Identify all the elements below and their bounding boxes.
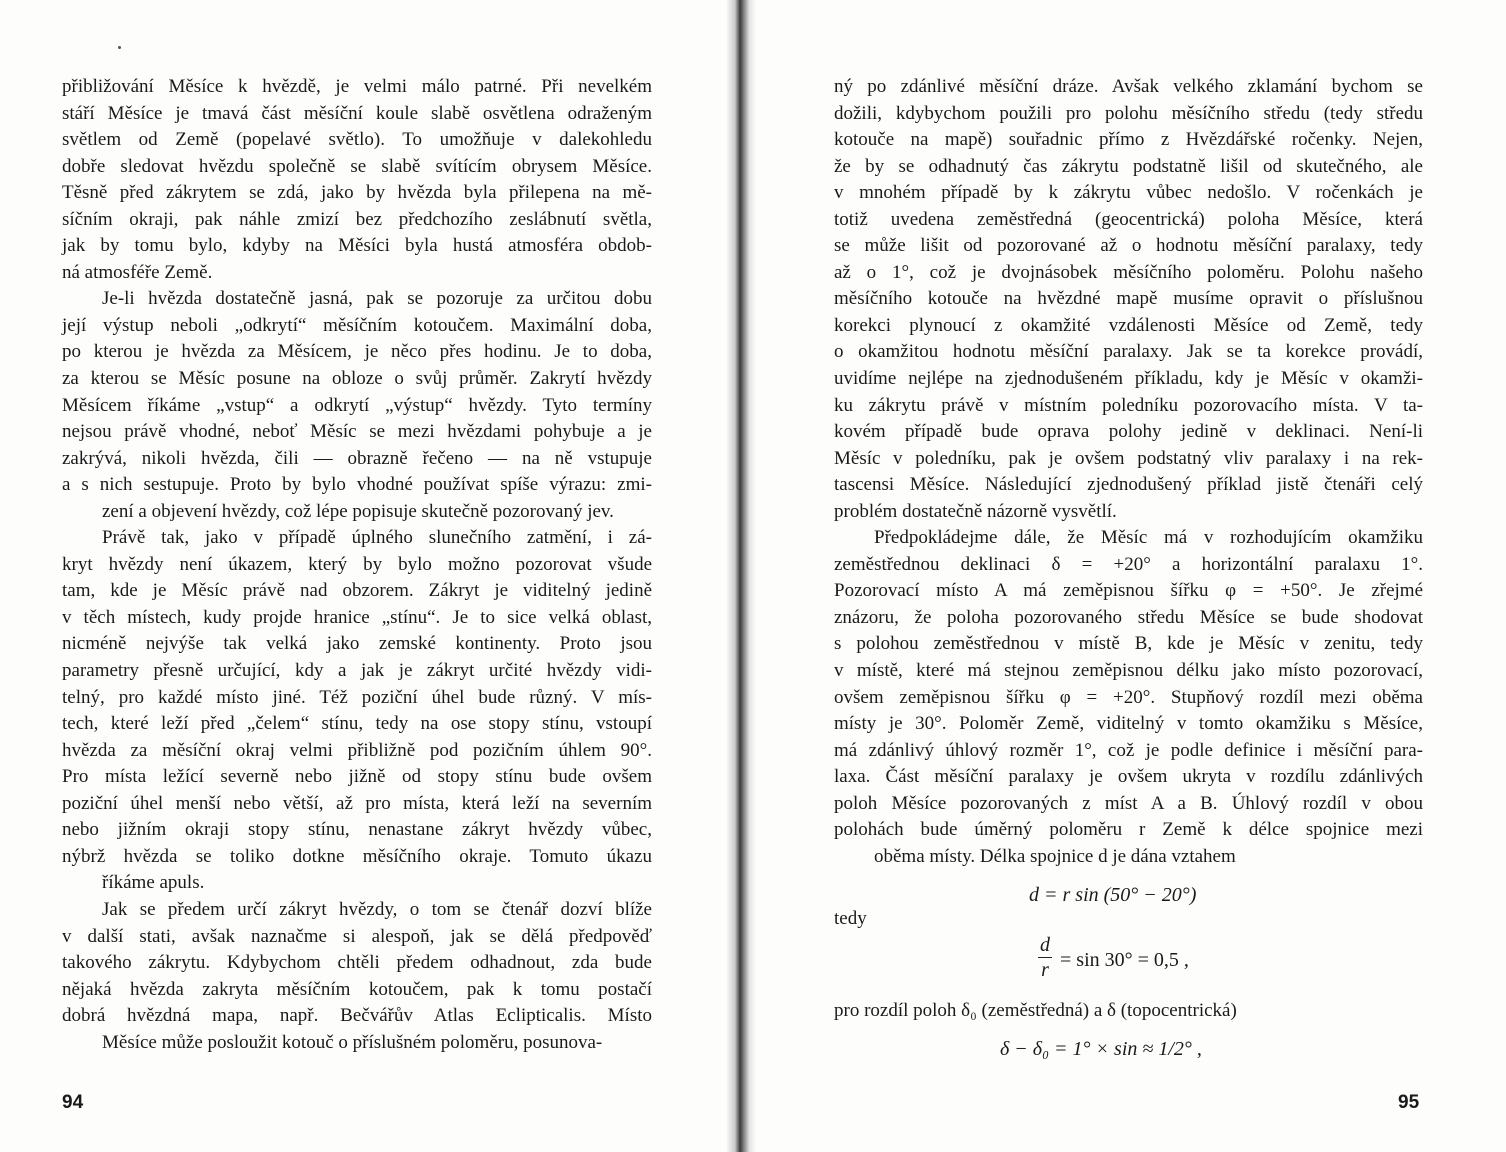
fraction-bar: [1038, 957, 1052, 958]
paragraph: Je-li hvězda dostatečně jasná, pak se pozoruje za určitou dobu její výstup neboli „odkrytí“ měsíčním kotoučem. Maximální doba, po kterou je hvězda za Měsícem, je něco přes hodinu. Je to doba, za kterou se Měsíc posune na obloze o svůj průměr. Zakrytí hvězdy Měsícem říkáme „vstup“ a odkrytí „výstup“ hvězdy. Tyto termíny nejsou právě vhodné, neboť Měsíc se mezi hvězdami pohybuje a je zakrývá, nikoli hvězda, čili — obrazně řečeno — na ně vstupuje a s nich sestupuje. Proto by bylo vhodné používat spíše výrazu: zmi- zení a objevení hvězdy, což lépe popisuje skutečně pozorovaný jev.: [62, 288, 652, 522]
paragraph: přibližování Měsíce k hvězdě, je velmi málo patrné. Při nevelkém stáří Měsíce je tmavá část měsíční koule slabě osvětlena odraženým světlem od Země (popelavé světlo). To umožňuje v dalekohledu dobře sledovat hvězdu společně se slabě svítícím obrysem Měsíce. Těsně před zákrytem se zdá, jako by hvězda byla přilepena na mě- síčním okraji, pak náhle zmizí bez předchozího zeslábnutí světla, jak by tomu bylo, kdyby na Měsíci byla hustá atmosféra obdob- ná atmosféře Země.: [62, 76, 652, 283]
word-tedy: tedy: [834, 908, 867, 929]
paragraph: Jak se předem určí zákryt hvězdy, o tom se čtenář dozví blíže v další stati, avšak naznačme si alespoň, jak se dělá předpověď takového zákrytu. Kdybychom chtěli předem odhadnout, zda bude nějaká hvězda zakryta měsíčním kotoučem, pak k tomu postačí dobrá hvězdná mapa, např. Bečvářův Atlas Eclipticalis. Místo Měsíce může posloužit kotouč o příslušném poloměru, posunova-: [62, 898, 652, 1053]
equation-distance: d = r sin (50° − 20°): [1029, 884, 1197, 906]
page-number-left: 94: [62, 1092, 84, 1113]
book-gutter: [726, 0, 756, 1152]
right-page: [834, 74, 1423, 870]
equation-sine: = sin 30° = 0,5 ,: [1060, 949, 1189, 971]
stray-dot: [118, 46, 121, 49]
fraction-d-over-r: [1038, 934, 1052, 981]
fraction-denominator: r: [1041, 959, 1049, 981]
page-number-right: 95: [1398, 1092, 1420, 1113]
fraction-numerator: d: [1040, 934, 1050, 956]
paragraph: Právě tak, jako v případě úplného slunečního zatmění, i zá- kryt hvězdy není úkazem, který by bylo možno pozorovat všude tam, kde je Měsíc právě nad obzorem. Zákryt je viditelný jedině v těch místech, kudy projde hranice „stínu“. Je to sice velká oblast, nicméně nejvýše tak velká jako zemské kontinenty. Proto jsou parametry přesně určující, kdy a jak je zákryt určité hvězdy vidi- telný, pro každé místo jiné. Též poziční úhel bude různý. V mís- tech, které leží před „čelem“ stínu, tedy na ose stopy stínu, vstoupí hvězda za měsíční okraj velmi přibližně pod pozičním úhlem 90°. Pro místa ležící severně nebo jižně od stopy stínu bude ovšem poziční úhel menší nebo větší, až pro místa, která leží na severním nebo jižním okraji stopy stínu, nenastane zákryt hvězdy vůbec, nýbrž hvězda se toliko dotkne měsíčního okraje. Tomuto úkazu říkáme apuls.: [62, 527, 652, 894]
equation-delta-difference: δ − δ₀ = 1° × sin ≈ 1/2° ,: [1000, 1038, 1202, 1060]
text-line-delta: pro rozdíl poloh δ₀ (zeměstředná) a δ (topocentrická): [834, 1000, 1237, 1021]
paragraph: ný po zdánlivé měsíční dráze. Avšak velkého zklamání bychom se dožili, kdybychom použili pro polohu měsíčního středu (tedy středu kotouče na mapě) souřadnic přímo z Hvězdářské ročenky. Nejen, že by se odhadnutý čas zákrytu podstatně lišil od skutečného, ale v mnohém případě by k zákrytu vůbec nedošlo. V ročenkách je totiž uvedena zeměstředná (geocentrická) poloha Měsíce, která se může lišit od pozorované až o hodnotu měsíční paralaxy, tedy až o 1°, což je dvojnásobek měsíčního poloměru. Polohu našeho měsíčního kotouče na hvězdné mapě musíme opravit o příslušnou korekci plynoucí z okamžité vzdálenosti Měsíce od Země, tedy o okamžitou hodnotu měsíční paralaxy. Jak se ta korekce provádí, uvidíme nejlépe na zjednodušeném příkladu, kdy je Měsíc v okamži- ku zákrytu právě v místním poledníku pozorovacího místa. V ta- kovém případě bude oprava polohy jedině v deklinaci. Není-li Měsíc v poledníku, pak je ovšem podstatný vliv paralaxy i na rek- tascensi Měsíce. Následující zjednodušený příklad jistě čtenáři celý problém dostatečně názorně vysvětlí.: [834, 76, 1423, 522]
left-page: [62, 74, 652, 1056]
paragraph: Předpokládejme dále, že Měsíc má v rozhodujícím okamžiku zeměstřednou deklinaci δ = +20° a horizontální paralaxu 1°. Pozorovací místo A má zeměpisnou šířku φ = +50°. Je zřejmé znázoru, že poloha pozorovaného středu Měsíce se bude shodovat s polohou zeměstřednou v místě B, kde je Měsíc v zenitu, tedy v místě, které má stejnou zeměpisnou délku jako místo pozorovací, ovšem zeměpisnou šířku φ = +20°. Stupňový rozdíl mezi oběma místy je 30°. Poloměr Země, viditelný v tomto okamžiku s Měsíce, má zdánlivý úhlový rozměr 1°, což je podle definice i měsíční para- laxa. Část měsíční paralaxy je ovšem ukryta v rozdílu zdánlivých poloh Měsíce pozorovaných z míst A a B. Úhlový rozdíl v obou polohách bude úměrný poloměru r Země k délce spojnice mezi oběma místy. Délka spojnice d je dána vztahem: [834, 527, 1423, 867]
